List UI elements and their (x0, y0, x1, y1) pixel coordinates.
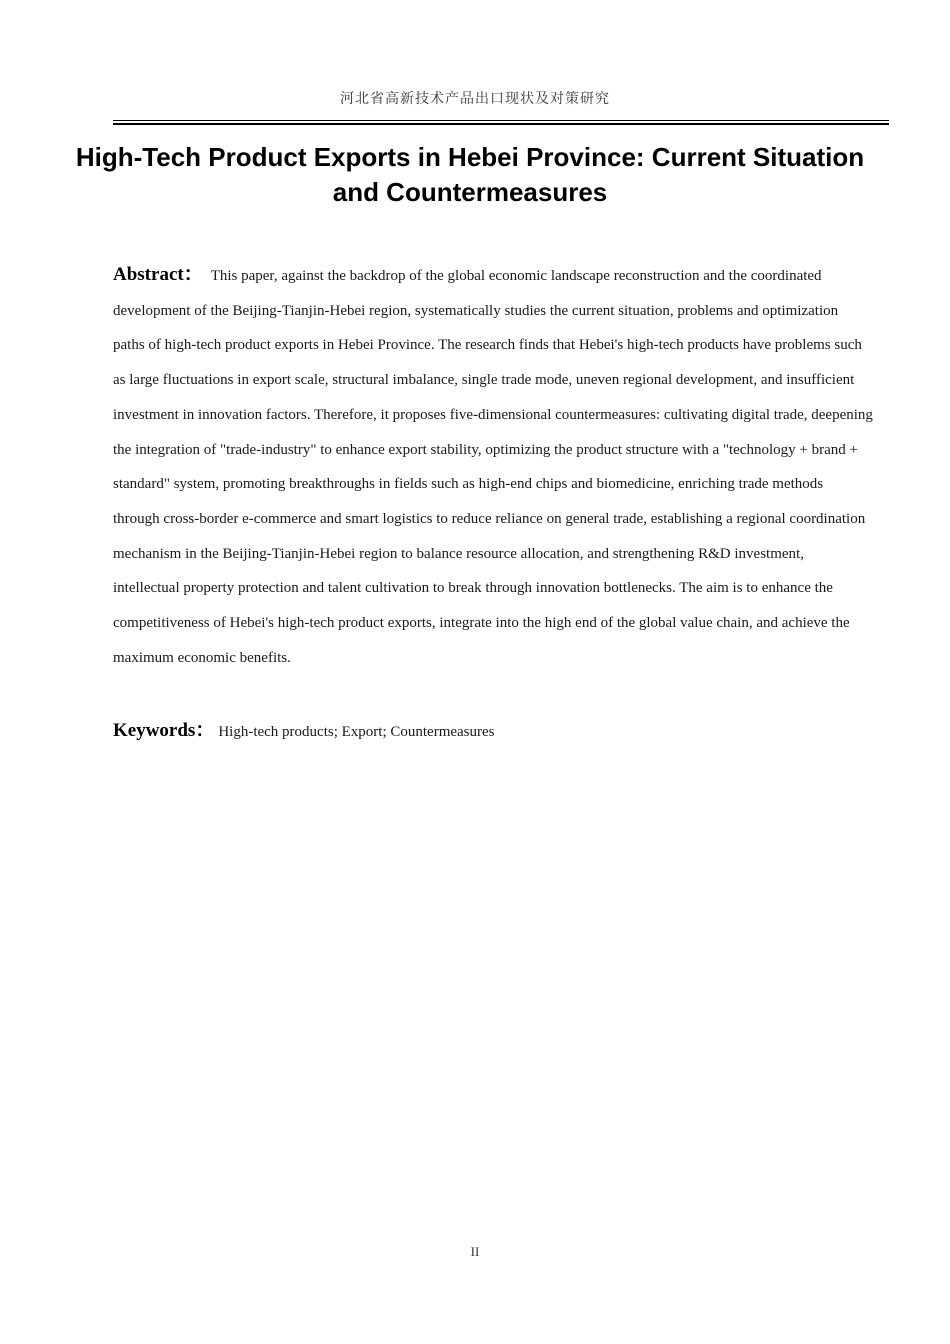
abstract-paragraph (113, 258, 873, 675)
header-rule-thick (113, 123, 889, 125)
keywords-text: High-tech products; Export; Countermeasures (218, 724, 495, 740)
keywords-paragraph (113, 716, 873, 747)
page-number: II (470, 1244, 480, 1259)
running-header: 河北省高新技术产品出口现状及对策研究 (340, 92, 610, 107)
abstract-text: This paper, against the backdrop of the global economic landscape reconstruction and the coordinated development of the Beijing-Tianjin-Hebei region, systematically studies the current situation, problems and optimization paths of high-tech product exports in Hebei Province. The research finds that Hebei's high-tech products have problems such as large fluctuations in export scale, structural imbalance, single trade mode, uneven regional development, and insufficient investment in innovation factors. Therefore, it proposes five-dimensional countermeasures: cultivating digital trade, deepening the integration of "trade-industry" to enhance export stability, optimizing the product structure with a "technology + brand + standard" system, promoting breakthroughs in fields such as high-end chips and biomedicine, enriching trade methods through cross-border e-commerce and smart logistics to reduce reliance on general trade, establishing a regional coordination mechanism in the Beijing-Tianjin-Hebei region to balance resource allocation, and strengthening R&D investment, intellectual property protection and talent cultivation to break through innovation bottlenecks. The aim is to enhance the competitiveness of Hebei's high-tech product exports, integrate into the high end of the global value chain, and achieve the maximum economic benefits. (113, 268, 873, 666)
keywords-label: Keywords： (113, 720, 215, 741)
paper-title: High-Tech Product Exports in Hebei Province: Current Situation and Countermeasures (75, 142, 865, 207)
header-rule-thin (113, 120, 889, 121)
abstract-label: Abstract： (113, 264, 203, 285)
